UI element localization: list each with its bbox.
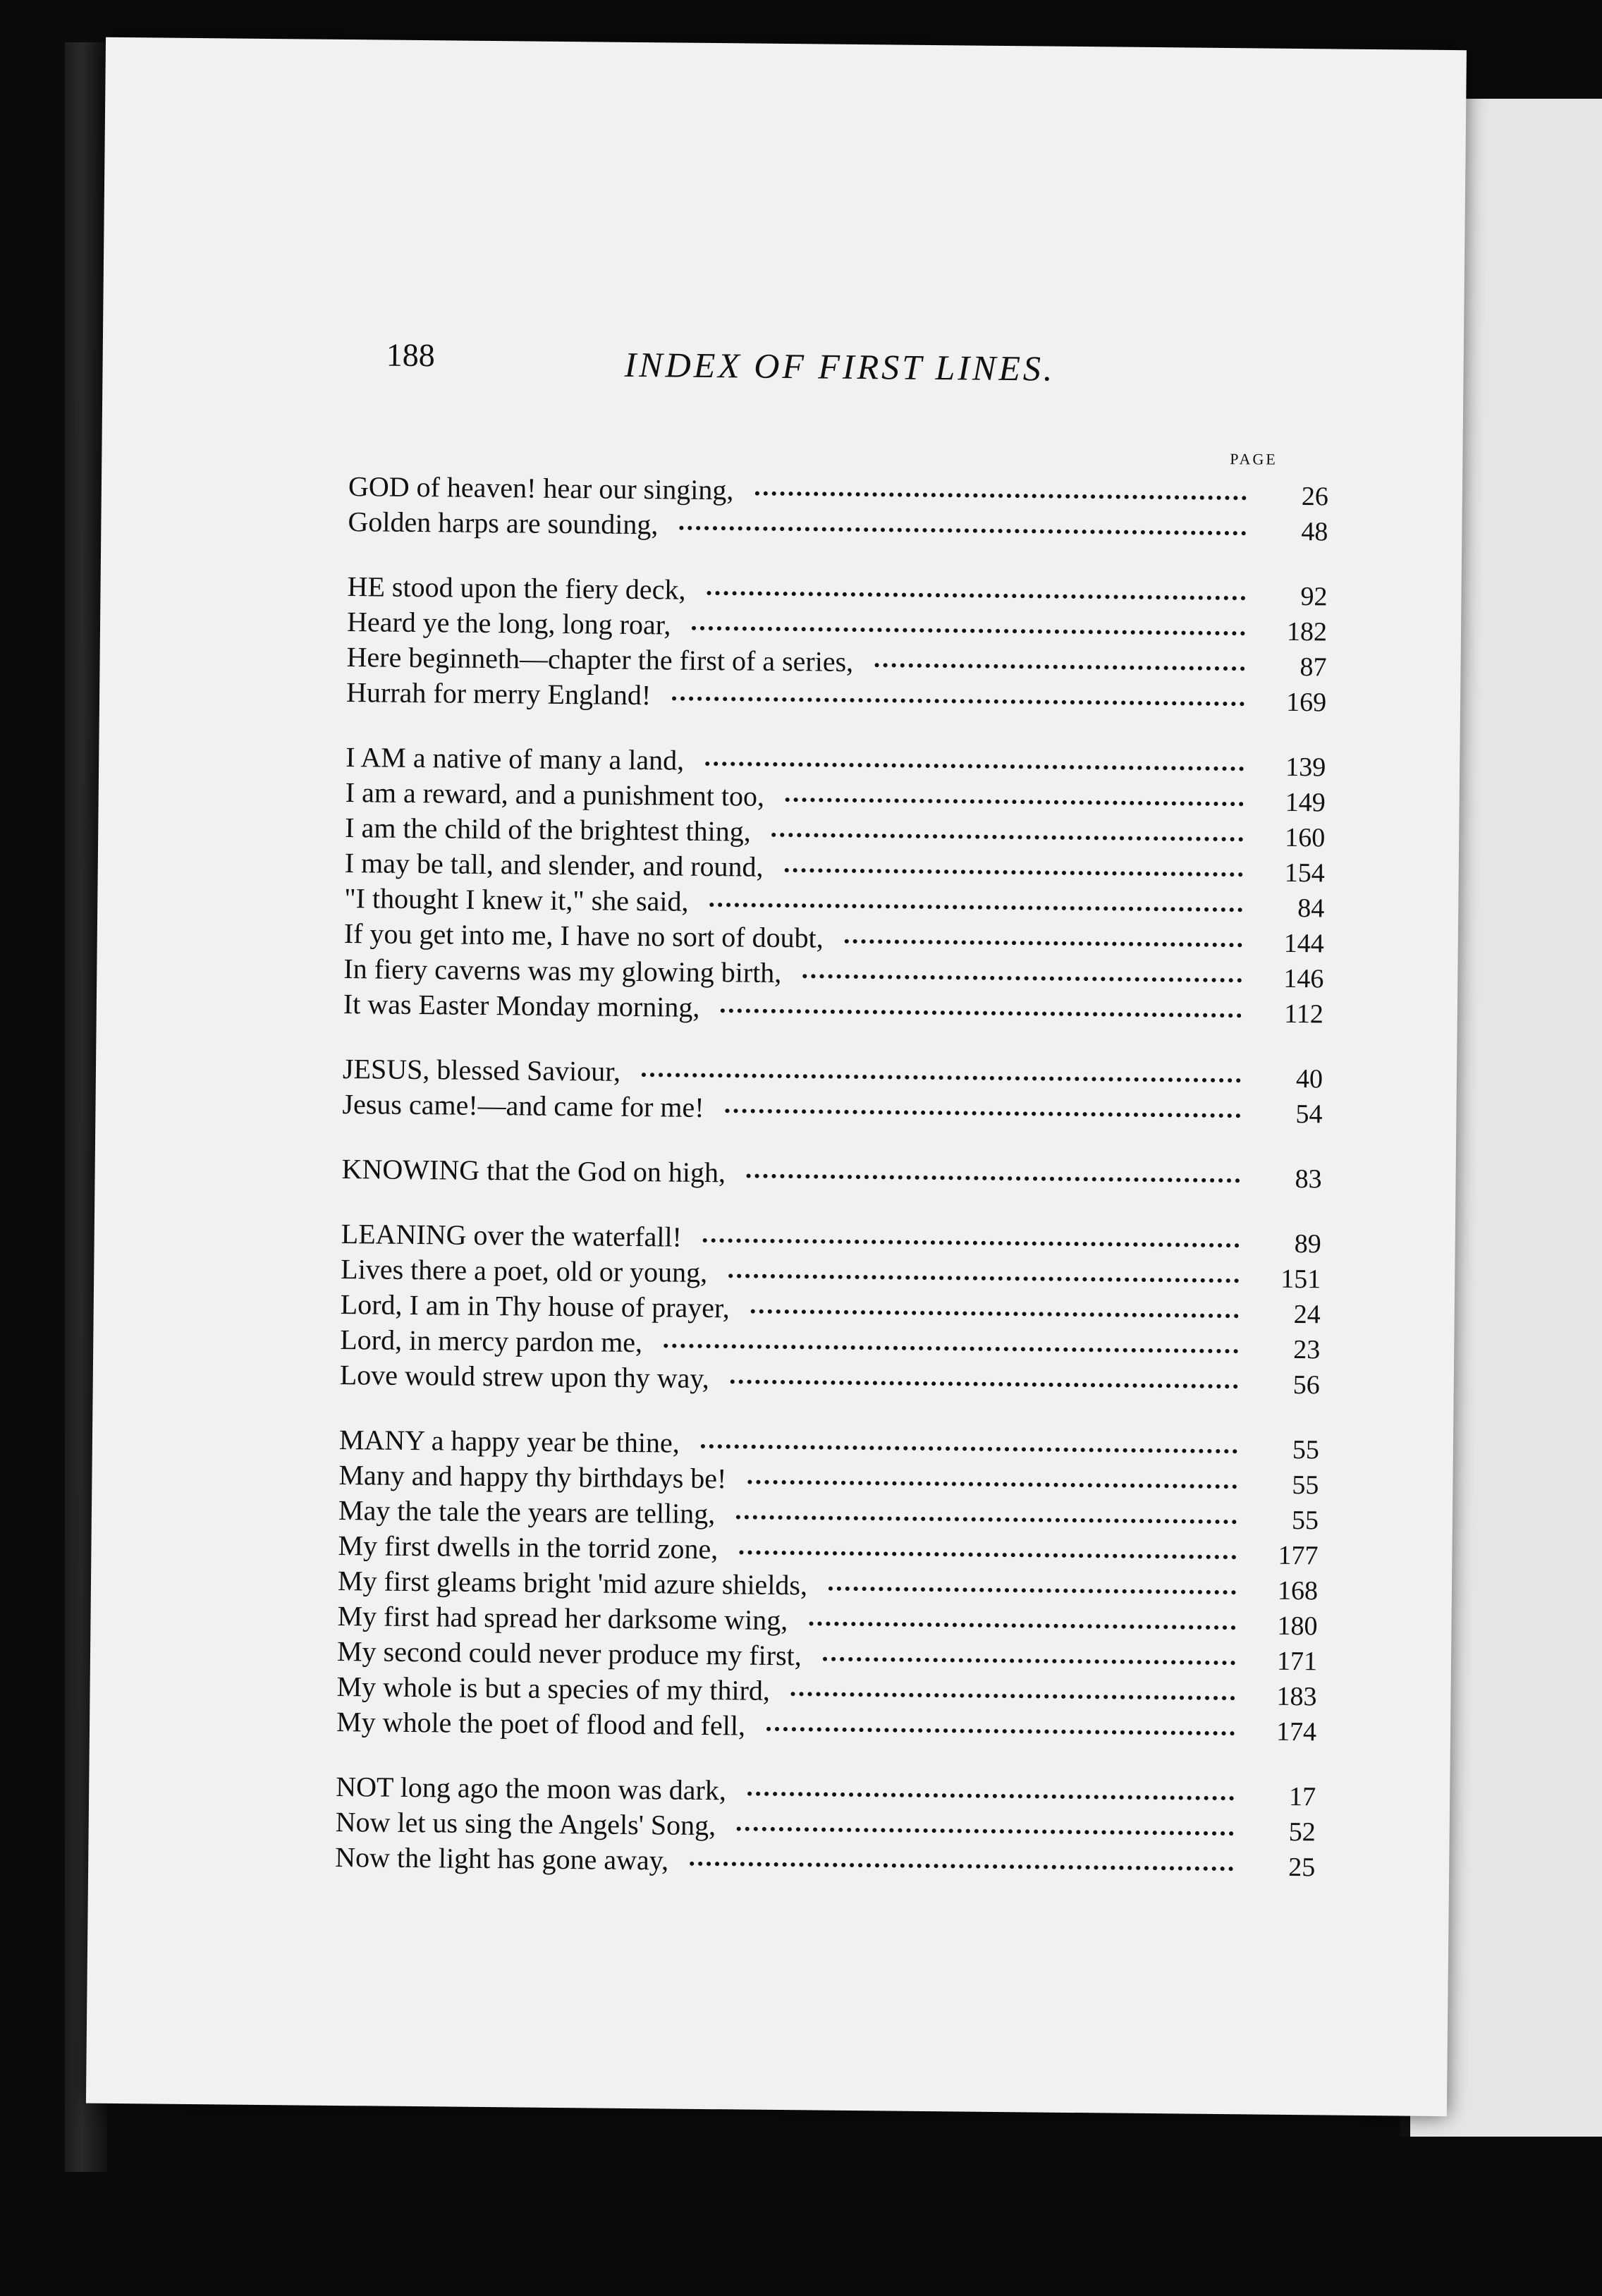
page-column-label: PAGE	[1230, 450, 1278, 468]
page-reference: 160	[1285, 822, 1326, 853]
dot-leader	[664, 1343, 1238, 1353]
index-entry	[341, 1152, 1321, 1197]
page-reference: 177	[1278, 1540, 1319, 1571]
dot-leader	[747, 1791, 1234, 1801]
book-page	[86, 37, 1467, 2116]
first-line-text: In fiery caverns was my glowing birth,	[343, 953, 782, 989]
first-line-text: My whole the poet of flood and fell,	[336, 1705, 746, 1742]
dot-leader	[828, 1586, 1236, 1595]
page-reference: 54	[1295, 1099, 1323, 1130]
first-line-text: It was Easter Monday morning,	[343, 988, 700, 1023]
dot-leader	[739, 1549, 1236, 1559]
dot-leader	[728, 1273, 1239, 1283]
first-line-text: MANY a happy year be thine,	[338, 1424, 680, 1459]
dot-leader	[679, 525, 1246, 536]
first-line-text: Now let us sing the Angels' Song,	[335, 1805, 716, 1842]
index-section	[348, 470, 1328, 549]
first-line-text: NOT long ago the moon was dark,	[336, 1770, 727, 1807]
page-reference: 183	[1276, 1681, 1317, 1712]
dot-leader	[642, 1072, 1241, 1082]
first-line-text: Lives there a poet, old or young,	[341, 1253, 708, 1289]
page-reference: 151	[1280, 1264, 1321, 1295]
first-line-text: Here beginneth—chapter the first of a series,	[346, 641, 854, 678]
dot-leader	[754, 491, 1247, 501]
index-section	[342, 1052, 1323, 1132]
page-reference: 180	[1277, 1611, 1318, 1642]
dot-leader	[785, 867, 1243, 877]
dot-leader	[736, 1514, 1237, 1524]
index-section	[335, 1770, 1316, 1885]
dot-leader	[791, 1691, 1235, 1700]
page-reference: 55	[1291, 1505, 1319, 1536]
page-reference: 25	[1288, 1852, 1316, 1883]
first-line-text: I am the child of the brightest thing,	[345, 812, 751, 848]
dot-leader	[721, 1008, 1242, 1018]
dot-leader	[809, 1620, 1235, 1630]
first-line-text: My whole is but a species of my third,	[336, 1670, 771, 1706]
page-reference: 174	[1276, 1716, 1317, 1747]
first-line-text: LEANING over the waterfall!	[341, 1218, 683, 1253]
first-line-text: Lord, I am in Thy house of prayer,	[340, 1288, 730, 1324]
index-section	[340, 1217, 1321, 1403]
page-reference: 149	[1285, 787, 1326, 818]
page-reference: 146	[1283, 963, 1324, 994]
page-reference: 139	[1285, 752, 1326, 783]
index-of-first-lines	[335, 470, 1328, 1915]
first-line-text: Heard ye the long, long roar,	[346, 606, 671, 641]
page-reference: 40	[1295, 1064, 1323, 1094]
dot-leader	[802, 973, 1242, 982]
first-line-text: My second could never produce my first,	[336, 1635, 802, 1672]
index-section	[336, 1423, 1319, 1750]
index-section	[343, 740, 1326, 1032]
first-line-text: Golden harps are sounding,	[348, 506, 659, 541]
page-number: 188	[386, 336, 435, 374]
dot-leader	[690, 1861, 1233, 1871]
page-reference: 92	[1300, 582, 1328, 612]
first-line-text: I am a reward, and a punishment too,	[345, 776, 765, 812]
dot-leader	[726, 1108, 1241, 1118]
first-line-text: Love would strew upon thy way,	[339, 1359, 710, 1395]
page-reference: 89	[1294, 1228, 1321, 1259]
dot-leader	[730, 1379, 1238, 1388]
page-reference: 56	[1292, 1369, 1320, 1400]
first-line-text: KNOWING that the God on high,	[341, 1153, 726, 1189]
dot-leader	[845, 939, 1242, 947]
index-section	[346, 570, 1328, 720]
page-reference: 87	[1300, 652, 1327, 683]
page-reference: 154	[1284, 857, 1325, 889]
first-line-text: Hurrah for merry England!	[346, 676, 652, 712]
page-reference: 112	[1284, 999, 1324, 1030]
page-reference: 171	[1276, 1646, 1318, 1677]
dot-leader	[703, 1238, 1240, 1247]
page-reference: 24	[1293, 1299, 1321, 1330]
first-line-text: HE stood upon the fiery deck,	[347, 570, 686, 606]
page-reference: 48	[1301, 517, 1328, 547]
first-line-text: If you get into me, I have no sort of doubt,	[343, 917, 824, 954]
dot-leader	[751, 1309, 1239, 1319]
index-section	[341, 1152, 1321, 1197]
dot-leader	[672, 695, 1245, 706]
first-line-text: JESUS, blessed Saviour,	[342, 1053, 621, 1087]
first-line-text: "I thought I knew it," she said,	[344, 882, 689, 917]
first-line-text: I AM a native of many a land,	[346, 741, 685, 776]
first-line-text: Many and happy thy birthdays be!	[338, 1459, 727, 1495]
page-reference: 144	[1283, 928, 1324, 959]
dot-leader	[747, 1479, 1237, 1489]
first-line-text: My first gleams bright 'mid azure shields,	[337, 1564, 808, 1601]
page-reference: 23	[1293, 1334, 1321, 1365]
dot-leader	[709, 902, 1242, 912]
first-line-text: GOD of heaven! hear our singing,	[348, 470, 734, 506]
dot-leader	[692, 625, 1245, 636]
page-reference: 55	[1292, 1434, 1320, 1465]
page-reference: 168	[1277, 1575, 1319, 1606]
dot-leader	[785, 797, 1244, 806]
page-reference: 169	[1285, 687, 1327, 718]
running-title: INDEX OF FIRST LINES.	[624, 344, 1056, 389]
page-reference: 84	[1297, 893, 1325, 924]
dot-leader	[705, 761, 1244, 771]
dot-leader	[747, 1173, 1240, 1183]
page-reference: 52	[1288, 1816, 1316, 1848]
dot-leader	[737, 1826, 1234, 1836]
page-reference: 83	[1295, 1164, 1322, 1195]
dot-leader	[772, 832, 1244, 841]
first-line-text: My first dwells in the torrid zone,	[338, 1529, 719, 1565]
first-line-text: Lord, in mercy pardon me,	[340, 1324, 643, 1359]
page-header	[102, 334, 1464, 403]
page-reference: 182	[1286, 616, 1328, 647]
first-line-text: Jesus came!—and came for me!	[342, 1088, 704, 1123]
dot-leader	[766, 1726, 1235, 1735]
dot-leader	[701, 1443, 1237, 1453]
dot-leader	[874, 662, 1245, 671]
dot-leader	[707, 590, 1245, 600]
first-line-text: I may be tall, and slender, and round,	[344, 847, 764, 883]
first-line-text: My first had spread her darksome wing,	[337, 1599, 788, 1637]
page-reference: 26	[1301, 482, 1329, 512]
first-line-text: Now the light has gone away,	[335, 1840, 669, 1876]
page-reference: 17	[1288, 1781, 1316, 1812]
dot-leader	[823, 1656, 1235, 1666]
first-line-text: May the tale the years are telling,	[338, 1494, 716, 1530]
page-reference: 55	[1292, 1470, 1319, 1501]
